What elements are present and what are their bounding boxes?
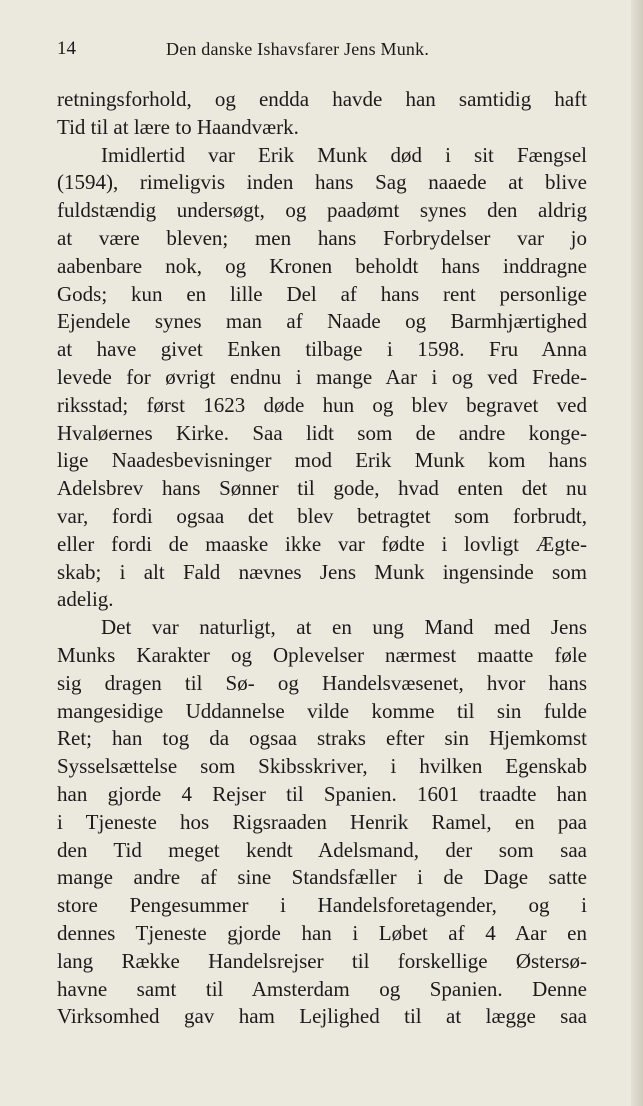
text-line: (1594), rimeligvis inden hans Sag naaede at blive	[57, 170, 587, 195]
running-title: Den danske Ishavsfarer Jens Munk.	[166, 39, 430, 59]
text-line: retningsforhold, og endda havde han samtidig haft	[57, 87, 587, 111]
body-text	[57, 86, 587, 1031]
text-line: adelig.	[57, 587, 114, 612]
text-line: han gjorde 4 Rejser til Spanien. 1601 traadte han	[57, 781, 587, 806]
text-line: lige Naadesbevisninger mod Erik Munk kom hans	[57, 448, 587, 473]
text-line: i Tjeneste hos Rigsraaden Henrik Ramel, en paa	[57, 809, 587, 834]
page-edge-shadow	[631, 0, 643, 1106]
text-line: fuldstændig undersøgt, og paadømt synes den aldrig	[57, 198, 587, 223]
text-line: dennes Tjeneste gjorde han i Løbet af 4 Aar en	[57, 920, 587, 945]
text-line: Virksomhed gav ham Lejlighed til at lægge saa	[57, 1004, 587, 1029]
text-line: Gods; kun en lille Del af hans rent personlige	[57, 281, 587, 306]
text-line: riksstad; først 1623 døde hun og blev begravet ved	[57, 392, 587, 417]
text-line: sig dragen til Sø- og Handelsvæsenet, hvor hans	[57, 670, 587, 695]
text-line: Ret; han tog da ogsaa straks efter sin Hjemkomst	[57, 726, 587, 751]
text-line: mange andre af sine Standsfæller i de Dage satte	[57, 865, 587, 890]
text-line: store Pengesummer i Handelsforetagender, og i	[57, 893, 587, 918]
text-line: den Tid meget kendt Adelsmand, der som saa	[57, 837, 587, 862]
text-line: Munks Karakter og Oplevelser nærmest maatte føle	[57, 642, 587, 667]
text-line: havne samt til Amsterdam og Spanien. Denne	[57, 976, 587, 1001]
text-line: mangesidige Uddannelse vilde komme til sin fulde	[57, 698, 587, 723]
text-line: var, fordi ogsaa det blev betragtet som forbrudt,	[57, 503, 587, 528]
text-line: Adelsbrev hans Sønner til gode, hvad enten det nu	[57, 476, 587, 501]
text-line: Imidlertid var Erik Munk død i sit Fængsel	[101, 142, 587, 167]
text-line: Hvaløernes Kirke. Saa lidt som de andre konge-	[57, 420, 587, 445]
text-line: eller fordi de maaske ikke var fødte i lovligt Ægte-	[57, 531, 587, 556]
text-line: Sysselsættelse som Skibsskriver, i hvilken Egenskab	[57, 754, 587, 779]
text-line: levede for øvrigt endnu i mange Aar i og ved Frede-	[57, 364, 587, 389]
text-line: at være bleven; men hans Forbrydelser var jo	[57, 225, 587, 250]
page-header	[57, 36, 587, 62]
text-line: lang Række Handelsrejser til forskellige Østersø-	[57, 948, 587, 973]
text-line: Tid til at lære to Haandværk.	[57, 114, 299, 139]
text-line: skab; i alt Fald nævnes Jens Munk ingensinde som	[57, 559, 587, 584]
text-line: aabenbare nok, og Kronen beholdt hans inddragne	[57, 253, 587, 278]
page-number: 14	[57, 38, 76, 59]
text-line: Det var naturligt, at en ung Mand med Jens	[101, 615, 587, 640]
text-line: at have givet Enken tilbage i 1598. Fru Anna	[57, 337, 587, 362]
text-line: Ejendele synes man af Naade og Barmhjærtighed	[57, 309, 587, 334]
